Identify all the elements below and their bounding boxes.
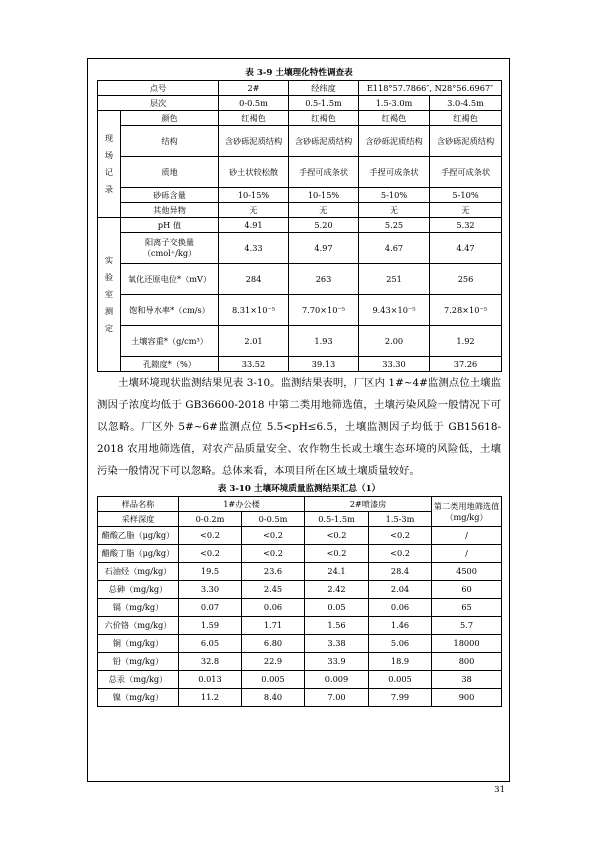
cell: 1.56 xyxy=(305,617,369,635)
cell: 含砂砾泥质结构 xyxy=(359,126,430,157)
soil-properties-table xyxy=(97,80,502,372)
cell: 4.97 xyxy=(289,233,359,264)
table-row xyxy=(98,81,502,96)
table-row xyxy=(98,233,502,264)
row-label: 其他异物 xyxy=(121,203,219,218)
cell: 0.5-1.5m xyxy=(305,512,369,527)
cell: 2.42 xyxy=(305,581,369,599)
standard-header: 第二类用地筛选值（mg/kg） xyxy=(432,497,502,527)
cell: 284 xyxy=(219,264,289,295)
cell: 0.009 xyxy=(305,671,369,689)
cell: 总砷（mg/kg） xyxy=(98,581,179,599)
office-header: 1#办公楼 xyxy=(179,497,305,512)
cell: 1.46 xyxy=(369,617,432,635)
cell: 1.71 xyxy=(242,617,305,635)
cell: 38 xyxy=(432,671,502,689)
table-row xyxy=(98,671,502,689)
cell: 0.05 xyxy=(305,599,369,617)
cell: 7.99 xyxy=(369,689,432,707)
cell: 红褐色 xyxy=(219,111,289,126)
row-label: 氧化还原电位*（mV） xyxy=(121,264,219,295)
table-row xyxy=(98,617,502,635)
cell: 33.52 xyxy=(219,357,289,372)
cell: 红褐色 xyxy=(359,111,430,126)
soil-quality-rows xyxy=(98,527,502,707)
cell: 7.00 xyxy=(305,689,369,707)
cell: 0.005 xyxy=(242,671,305,689)
layer-label: 层次 xyxy=(98,96,219,111)
cell: 900 xyxy=(432,689,502,707)
cell: 32.8 xyxy=(179,653,242,671)
cell: 镍（mg/kg） xyxy=(98,689,179,707)
cell: 22.9 xyxy=(242,653,305,671)
cell: 醋酸乙脂（μg/kg） xyxy=(98,527,179,545)
cell: 5.25 xyxy=(359,218,430,233)
cell: 4500 xyxy=(432,563,502,581)
cell: 19.5 xyxy=(179,563,242,581)
table-row xyxy=(98,635,502,653)
cell: 0.5-1.5m xyxy=(289,96,359,111)
soil-quality-table xyxy=(97,496,502,707)
cell: 0.005 xyxy=(369,671,432,689)
cell: 0.06 xyxy=(369,599,432,617)
cell: 8.40 xyxy=(242,689,305,707)
page-content xyxy=(97,66,501,707)
row-label: 砂砾含量 xyxy=(121,188,219,203)
cell: <0.2 xyxy=(369,527,432,545)
cell: 1.92 xyxy=(430,326,502,357)
cell: <0.2 xyxy=(305,545,369,563)
row-label: 土壤容重*（g/cm³） xyxy=(121,326,219,357)
cell: 4.67 xyxy=(359,233,430,264)
table-row xyxy=(98,203,502,218)
cell: 手捏可成条状 xyxy=(430,157,502,188)
table-row xyxy=(98,599,502,617)
table-row xyxy=(98,563,502,581)
cell: 红褐色 xyxy=(430,111,502,126)
table-row xyxy=(98,581,502,599)
row-label: 阳离子交换量（cmol⁺/kg） xyxy=(121,233,219,264)
sample-label: 样品名称 xyxy=(98,497,179,512)
cell: 含砂砾泥质结构 xyxy=(289,126,359,157)
cell: 10-15% xyxy=(219,188,289,203)
field-group-label xyxy=(98,111,121,218)
cell: 1.59 xyxy=(179,617,242,635)
cell: 无 xyxy=(430,203,502,218)
paint-room-header: 2#喷漆房 xyxy=(305,497,432,512)
cell: 37.26 xyxy=(430,357,502,372)
cell: 手捏可成条状 xyxy=(359,157,430,188)
cell: 28.4 xyxy=(369,563,432,581)
point-value: 2# xyxy=(219,81,289,96)
row-label: 质地 xyxy=(121,157,219,188)
cell: 六价铬（mg/kg） xyxy=(98,617,179,635)
cell: 0-0.5m xyxy=(219,96,289,111)
cell: <0.2 xyxy=(242,545,305,563)
cell: 65 xyxy=(432,599,502,617)
row-label: 结构 xyxy=(121,126,219,157)
cell: 7.28×10⁻⁵ xyxy=(430,295,502,326)
cell: 1.93 xyxy=(289,326,359,357)
cell: / xyxy=(432,527,502,545)
cell: / xyxy=(432,545,502,563)
cell: 33.9 xyxy=(305,653,369,671)
cell: 1.5-3.0m xyxy=(359,96,430,111)
cell: 无 xyxy=(219,203,289,218)
cell: 7.70×10⁻⁵ xyxy=(289,295,359,326)
cell: 11.2 xyxy=(179,689,242,707)
table-3-10-title: 表 3-10 土壤环境质量监测结果汇总（1） xyxy=(217,484,381,494)
table-row xyxy=(98,326,502,357)
lab-group-text: 实 验 室 测 定 xyxy=(104,255,114,333)
cell: 无 xyxy=(289,203,359,218)
monitoring-summary-paragraph: 土壤环境现状监测结果见表 3-10。监测结果表明，厂区内 1#~4#监测点位土壤监测因子浓度均低于 GB36600-2018 中第二类用地筛选值，土壤污染风险一般情况下可以忽略。厂区外 5#~6#监测点位 5.5<pH≤6.5，土壤监测因子均低于 GB15618-2018 农用地筛选值，对农产品质量安全、农作物生长或土壤生态环境的风险低，土壤污染一般情况下可以忽略。总体来看，本项目所在区域土壤质量较好。 xyxy=(97,377,501,477)
cell: 800 xyxy=(432,653,502,671)
cell: 4.33 xyxy=(219,233,289,264)
cell: <0.2 xyxy=(369,545,432,563)
cell: <0.2 xyxy=(305,527,369,545)
cell: <0.2 xyxy=(179,527,242,545)
field-group-text: 现 场 记 录 xyxy=(104,133,114,194)
cell: 10-15% xyxy=(289,188,359,203)
table-row xyxy=(98,689,502,707)
page-number: 31 xyxy=(494,785,505,795)
table-row xyxy=(98,497,502,512)
cell: 5-10% xyxy=(359,188,430,203)
cell: <0.2 xyxy=(179,545,242,563)
cell: 4.91 xyxy=(219,218,289,233)
cell: 39.13 xyxy=(289,357,359,372)
table-3-9-title: 表 3-9 土壤理化特性调查表 xyxy=(245,68,353,78)
coord-value: E118°57.7866″, N28°56.6967″ xyxy=(359,81,502,96)
cell: 6.05 xyxy=(179,635,242,653)
cell: 0-0.5m xyxy=(242,512,305,527)
cell: 砂土状较松散 xyxy=(219,157,289,188)
table-row xyxy=(98,126,502,157)
cell: 含砂砾泥质结构 xyxy=(219,126,289,157)
cell: 铜（mg/kg） xyxy=(98,635,179,653)
cell: 醋酸丁脂（μg/kg） xyxy=(98,545,179,563)
cell: 2.00 xyxy=(359,326,430,357)
coord-label: 经纬度 xyxy=(289,81,359,96)
row-label: 饱和导水率*（cm/s） xyxy=(121,295,219,326)
table-row xyxy=(98,111,502,126)
table-row xyxy=(98,218,502,233)
cell: 5.7 xyxy=(432,617,502,635)
cell: 0-0.2m xyxy=(179,512,242,527)
cell: 251 xyxy=(359,264,430,295)
row-label: 孔隙度*（%） xyxy=(121,357,219,372)
depth-label: 采样深度 xyxy=(98,512,179,527)
cell: 4.47 xyxy=(430,233,502,264)
cell: 5.20 xyxy=(289,218,359,233)
cell: 60 xyxy=(432,581,502,599)
cell: 6.80 xyxy=(242,635,305,653)
cell: 1.5-3m xyxy=(369,512,432,527)
cell: 9.43×10⁻⁵ xyxy=(359,295,430,326)
cell: 无 xyxy=(359,203,430,218)
cell: 5.06 xyxy=(369,635,432,653)
cell: 手捏可成条状 xyxy=(289,157,359,188)
cell: 24.1 xyxy=(305,563,369,581)
cell: 镉（mg/kg） xyxy=(98,599,179,617)
cell: 23.6 xyxy=(242,563,305,581)
cell: <0.2 xyxy=(242,527,305,545)
cell: 33.30 xyxy=(359,357,430,372)
cell: 5.32 xyxy=(430,218,502,233)
cell: 2.04 xyxy=(369,581,432,599)
cell: 5-10% xyxy=(430,188,502,203)
cell: 0.06 xyxy=(242,599,305,617)
cell: 3.30 xyxy=(179,581,242,599)
table-row xyxy=(98,295,502,326)
table-row xyxy=(98,96,502,111)
table-row xyxy=(98,545,502,563)
cell: 2.45 xyxy=(242,581,305,599)
table-row xyxy=(98,264,502,295)
cell: 总汞（mg/kg） xyxy=(98,671,179,689)
cell: 3.0-4.5m xyxy=(430,96,502,111)
table-row xyxy=(98,653,502,671)
cell: 8.31×10⁻⁵ xyxy=(219,295,289,326)
table-row xyxy=(98,188,502,203)
table-row xyxy=(98,527,502,545)
cell: 含砂砾泥质结构 xyxy=(430,126,502,157)
row-label: 颜色 xyxy=(121,111,219,126)
lab-group-label xyxy=(98,218,121,372)
table-row xyxy=(98,157,502,188)
cell: 铅（mg/kg） xyxy=(98,653,179,671)
cell: 0.07 xyxy=(179,599,242,617)
cell: 红褐色 xyxy=(289,111,359,126)
cell: 263 xyxy=(289,264,359,295)
cell: 18.9 xyxy=(369,653,432,671)
cell: 3.38 xyxy=(305,635,369,653)
row-label: pH 值 xyxy=(121,218,219,233)
table-row xyxy=(98,357,502,372)
point-label: 点号 xyxy=(98,81,219,96)
cell: 石油烃（mg/kg） xyxy=(98,563,179,581)
cell: 2.01 xyxy=(219,326,289,357)
cell: 0.013 xyxy=(179,671,242,689)
cell: 256 xyxy=(430,264,502,295)
cell: 18000 xyxy=(432,635,502,653)
